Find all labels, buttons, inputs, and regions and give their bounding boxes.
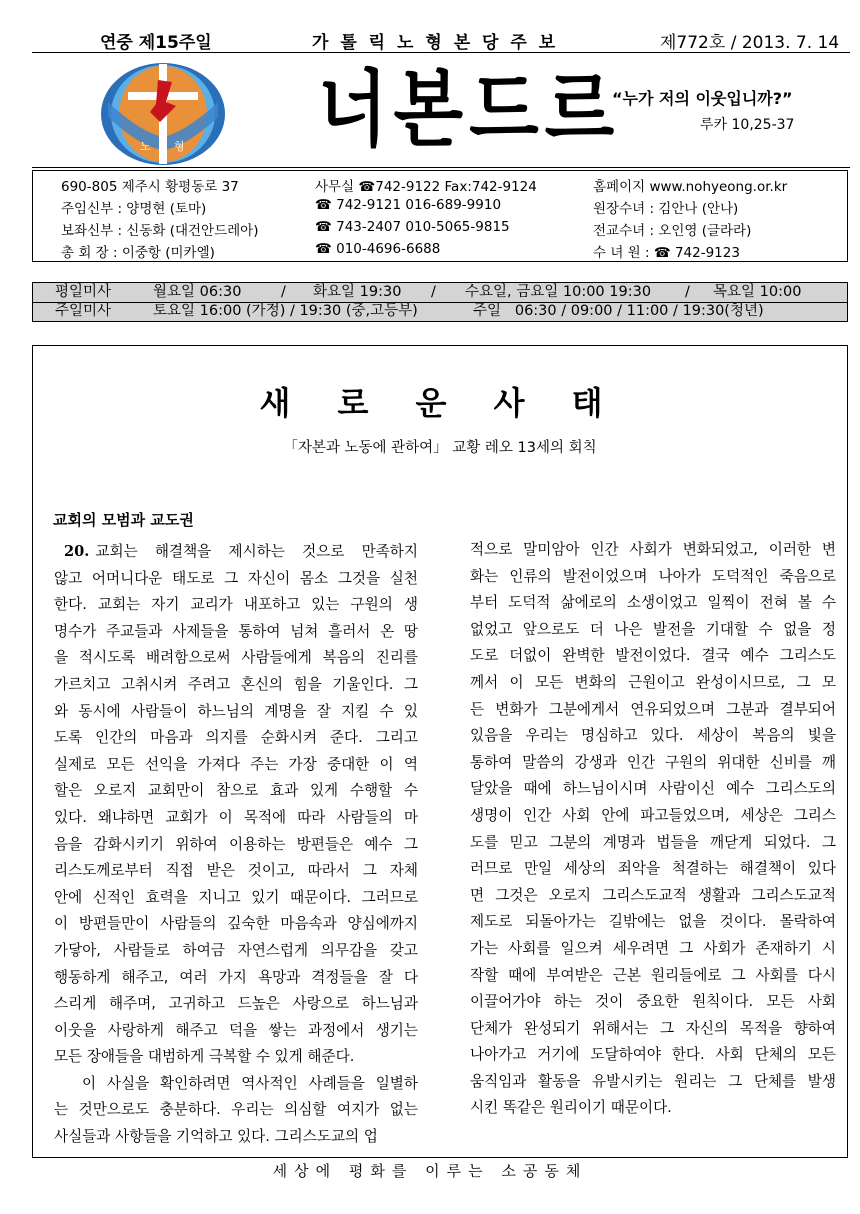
catechist-sister: 전교수녀 : 오인영 (글라라) [593, 223, 752, 239]
text-line: 모든 장애들을 대범하게 극복할 수 있게 해준다. [54, 1048, 355, 1066]
article-box [32, 345, 848, 1158]
mass-time: 주일 06:30 / 09:00 / 11:00 / 19:30(청년) [473, 303, 764, 319]
section-heading: 교회의 모범과 교도권 [53, 511, 194, 529]
text-line: 있음을 우리는 명심하고 있다. 세상이 복음의 빛을 [470, 727, 836, 745]
separator: / [281, 284, 286, 300]
separator: / [431, 284, 436, 300]
masthead-rule [32, 167, 850, 168]
gospel-reference: 루카 10,25-37 [700, 117, 795, 133]
text-line [54, 539, 418, 566]
text-line: 러므로 만일 세상의 죄악을 척결하는 해결책이 있다 [470, 860, 836, 878]
text-line: 할은 오로지 교회만이 참으로 효과 있게 수행할 수 [54, 782, 418, 800]
office-phone: 사무실 ☎742-9122 Fax:742-9124 [315, 179, 537, 195]
mass-time: 수요일, 금요일 10:00 19:30 [465, 284, 652, 300]
mass-time: 토요일 16:00 (가정) / 19:30 (중,고등부) [153, 303, 418, 319]
text-line-content: 교회는 해결책을 제시하는 것으로 만족하지 [95, 543, 418, 560]
homepage-link[interactable]: 홈페이지 www.nohyeong.or.kr [593, 179, 788, 195]
parish-logo [100, 62, 226, 170]
council-president: 총 회 장 : 이중항 (미카엘) [61, 245, 215, 261]
text-line: 께서 이 모든 변화의 근원이고 완성이시므로, 그 모 [470, 673, 836, 691]
text-line: 가르치고 고취시켜 주려고 혼신의 힘을 기울인다. 그 [54, 675, 418, 693]
text-line: 을 적시도록 배려함으로써 사람들에게 복음의 진리를 [54, 649, 418, 667]
text-line: 사실들과 사항들을 기억하고 있다. 그리스도교의 업 [54, 1128, 378, 1146]
text-line: 있다. 왜냐하면 교회가 이 목적에 따라 사람들의 마 [54, 808, 418, 826]
liturgical-week: 연중 제15주일 [100, 33, 212, 53]
text-line: 도로 더없이 완벽한 발전이었다. 결국 예수 그리스도 [470, 647, 836, 665]
text-line: 제도로 되돌아가는 길밖에는 없을 것이다. 몰락하여 [470, 913, 836, 931]
address: 690-805 제주시 황평동로 37 [61, 179, 239, 195]
bulletin-masthead-title: 너본드르 [318, 61, 621, 158]
left-column [54, 539, 418, 1151]
pastor: 주임신부 : 양명현 (토마) [61, 201, 207, 217]
pastor-phone: ☎ 742-9121 016-689-9910 [315, 197, 502, 213]
text-line: 시킨 똑같은 원리이기 때문이다. [470, 1099, 672, 1117]
text-line: 스리게 해주며, 고귀하고 드높은 사랑으로 하느님과 [54, 995, 418, 1013]
text-line: 도를 믿고 그분의 계명과 법들을 깨닫게 되었다. 그 [470, 833, 836, 851]
text-line: 행동하게 해주고, 여러 가지 욕망과 격정들을 잘 다 [54, 968, 418, 986]
text-line: 가닿아, 사람들로 하여금 자연스럽게 의무감을 갖고 [54, 941, 418, 959]
text-line: 이 방편들만이 사람들의 깊숙한 마음속과 양심에까지 [54, 915, 418, 933]
text-line: 와 동시에 사람들이 하느님의 계명을 잘 지킬 수 있 [54, 702, 418, 720]
text-line: 명수가 주교들과 사제들을 통하여 넘쳐 흘러서 온 땅 [54, 622, 418, 640]
text-line: 달았을 때에 하느님이시며 사람이신 예수 그리스도의 [470, 780, 836, 798]
text-line: 나아가고 거기에 도달하여야 한다. 사회 단체의 모든 [470, 1046, 836, 1064]
text-line: 움직임과 활동을 유발시키는 원리는 그 단체를 발생 [470, 1072, 836, 1090]
mass-schedule [32, 282, 848, 322]
text-line: 단체가 완성되기 위해서는 그 자신의 목적을 향하여 [470, 1019, 836, 1037]
gospel-quote: “누가 저의 이웃입니까?” [612, 89, 793, 108]
mass-time: 목요일 10:00 [713, 284, 802, 300]
separator: / [685, 284, 690, 300]
text-line: 적으로 말미암아 인간 사회가 변화되었고, 이러한 변 [470, 541, 836, 558]
text-line: 생명이 인간 사회 안에 파고들었으며, 세상은 그리스 [470, 806, 836, 824]
assistant-phone: ☎ 743-2407 010-5065-9815 [315, 219, 510, 235]
text-line: 않고 어머니다운 태도로 그 자신이 몸소 그것을 실천 [54, 569, 418, 587]
text-line: 실제로 모든 선익을 가져다 주는 가장 중대한 이 역 [54, 755, 418, 773]
text-line: 화는 인류의 발전이었으며 나아가 도덕적인 죽음으로 [470, 567, 836, 585]
text-line: 한다. 교회는 자기 교리가 내포하고 있는 구원의 생 [54, 596, 418, 614]
text-line: 없었고 앞으로도 더 나은 발전을 기대할 수 없을 정 [470, 620, 836, 638]
text-line: 통하여 말씀의 강생과 인간 구원의 위대한 신비를 깨 [470, 753, 836, 771]
mass-time: 월요일 06:30 [153, 284, 242, 300]
text-line: 안에 신적인 효력을 지니고 있기 때문이다. 그러므로 [54, 888, 418, 906]
text-line: 가는 사회를 일으켜 세우려면 그 사회가 존재하기 시 [470, 939, 836, 957]
weekday-mass-row [33, 283, 847, 303]
header-rule [32, 52, 850, 53]
weekday-mass-label: 평일미사 [55, 284, 112, 300]
text-line: 는 것만으로도 충분하다. 우리는 의심할 여지가 없는 [54, 1101, 418, 1119]
mass-time: 화요일 19:30 [313, 284, 402, 300]
text-line: 부터 도덕적 삶에로의 소생이었고 일찍이 전혀 볼 수 [470, 594, 836, 612]
logo-text: 노 [140, 140, 151, 153]
sunday-mass-row [33, 302, 847, 321]
president-phone: ☎ 010-4696-6688 [315, 241, 441, 257]
superior-sister: 원장수녀 : 김안나 (안나) [593, 201, 739, 217]
paragraph-number: 20. [64, 543, 90, 560]
text-line: 든 변화가 그분에게서 연유되었으며 그분과 결부되어 [470, 700, 836, 718]
svg-text:형: 형 [174, 140, 185, 153]
text-line: 작할 때에 부여받은 근본 원리들에로 그 사회를 다시 [470, 966, 836, 984]
right-column [470, 537, 836, 1122]
text-line: 음을 감화시키기 위하여 이용하는 방편들은 예수 그 [54, 835, 418, 853]
text-line: 리스도께로부터 직접 받은 것이고, 따라서 그 자체 [54, 862, 418, 880]
issue-date: 제772호 / 2013. 7. 14 [660, 33, 840, 53]
footer-motto: 세상에 평화를 이루는 소공동체 [272, 1162, 588, 1180]
text-line: 이웃을 사랑하게 해주고 덕을 쌓는 과정에서 생기는 [54, 1021, 418, 1039]
assistant-pastor: 보좌신부 : 신동화 (대건안드레아) [61, 223, 259, 239]
article-title: 새 로 운 사 태 [259, 384, 621, 422]
text-line: 이끌어가야 하는 것이 중요한 원칙이다. 모든 사회 [470, 993, 836, 1011]
sunday-mass-label: 주일미사 [55, 303, 112, 319]
text-line: 이 사실을 확인하려면 역사적인 사례들을 일별하 [82, 1074, 418, 1092]
text-line: 도록 인간의 마음과 의지를 순화시켜 준다. 그리고 [54, 729, 418, 747]
parish-info-box [32, 170, 848, 262]
text-line: 면 그것은 오로지 그리스도교적 생활과 그리스도교적 [470, 886, 836, 904]
bulletin-name: 가 톨 릭 노 형 본 당 주 보 [312, 33, 559, 53]
article-subtitle: 「자본과 노동에 관하여」 교황 레오 13세의 회칙 [283, 440, 597, 456]
convent-phone: 수 녀 원 : ☎ 742-9123 [593, 245, 740, 261]
